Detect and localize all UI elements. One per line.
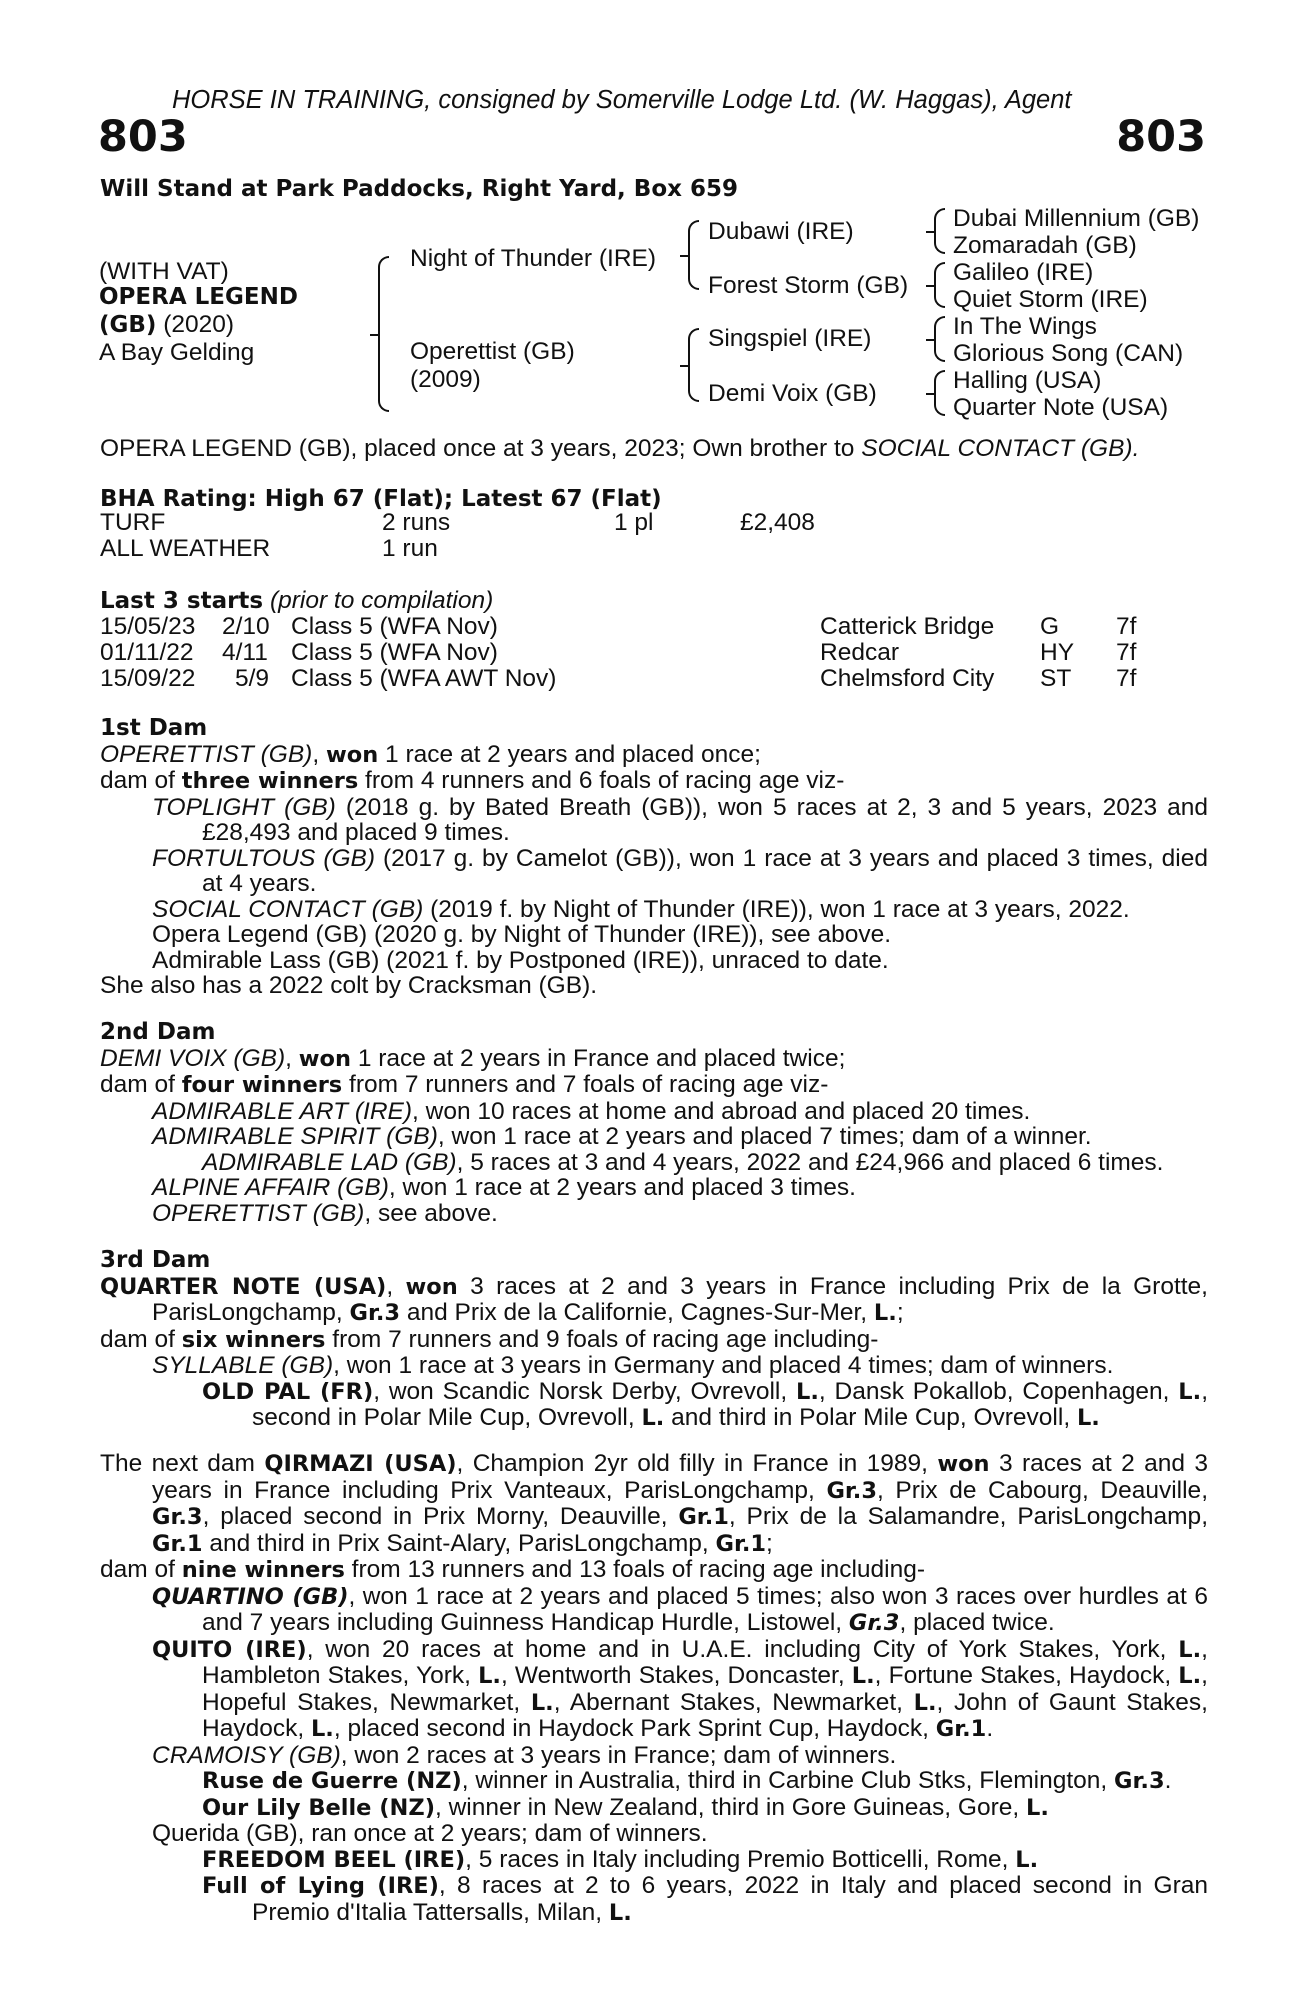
lot-number-left: 803 xyxy=(98,112,188,162)
horse-origin-year: (GB) (2020) xyxy=(99,311,235,338)
dam-sire: Singspiel (IRE) xyxy=(708,325,872,352)
produce-entry: Ruse de Guerre (NZ), winner in Australia, third in Carbine Club Stks, Flemington, Gr.3. xyxy=(202,1767,1172,1794)
produce-entry: Admirable Lass (GB) (2021 f. by Postponed (IRE)), unraced to date. xyxy=(152,946,889,974)
dam: Operettist (GB) xyxy=(410,338,575,365)
ggs-8: Quarter Note (USA) xyxy=(953,394,1169,421)
dam-record: DEMI VOIX (GB), won 1 race at 2 years in France and placed twice; xyxy=(100,1044,846,1072)
ggs-4: Quiet Storm (IRE) xyxy=(953,286,1148,313)
sire-dam: Forest Storm (GB) xyxy=(708,272,909,299)
ggs-1: Dubai Millennium (GB) xyxy=(953,205,1200,232)
vat-note: (WITH VAT) xyxy=(99,258,229,285)
sire-sire: Dubawi (IRE) xyxy=(708,218,854,245)
sire: Night of Thunder (IRE) xyxy=(410,245,657,272)
horse-name: OPERA LEGEND xyxy=(99,284,298,310)
produce-entry: QUITO (IRE), won 20 races at home and in U.A.E. including City of York Stakes, York, L., Hambleton Stakes, York, L., Wentworth Stakes, Doncaster, L., Fortune Stakes, Haydock, L., Hopeful Stakes, Newmarket, L., Abernant Stakes, Newmarket, L., John of Gaunt Stakes, Haydock, L., placed second in Haydock Park Sprint Cup, Haydock, Gr.1. xyxy=(152,1635,1208,1742)
dam-produce-summary: dam of three winners from 4 runners and 6 foals of racing age viz- xyxy=(100,767,845,794)
produce-entry: Full of Lying (IRE), 8 races at 2 to 6 years, 2022 in Italy and placed second in Gran Premio d'Italia Tattersalls, Milan, L. xyxy=(202,1872,1208,1926)
produce-entry: SOCIAL CONTACT (GB) (2019 f. by Night of Thunder (IRE)), won 1 race at 3 years, 2022. xyxy=(152,895,1130,923)
lot-number-right: 803 xyxy=(1116,112,1206,162)
section-heading: 1st Dam xyxy=(100,715,208,741)
dam-record: The next dam QIRMAZI (USA), Champion 2yr old filly in France in 1989, won 3 races at 2 and 3 years in France including Prix Vanteaux, ParisLongchamp, Gr.3, Prix de Cabourg, Deauville, Gr.3, placed second in Prix Morny, Deauville, Gr.1, Prix de la Salamandre, ParisLongchamp, Gr.1 and third in Prix Saint-Alary, ParisLongchamp, Gr.1; xyxy=(100,1450,1208,1557)
summary-line: OPERA LEGEND (GB), placed once at 3 years, 2023; Own brother to SOCIAL CONTACT (GB). xyxy=(100,435,1140,462)
produce-entry: QUARTINO (GB), won 1 race at 2 years and placed 5 times; also won 3 races over hurdles at 6 and 7 years including Guinness Handicap Hurdle, Listowel, Gr.3, placed twice. xyxy=(152,1582,1208,1636)
last-starts-title: Last 3 starts (prior to compilation) xyxy=(100,587,494,614)
produce-note: She also has a 2022 colt by Cracksman (GB). xyxy=(100,972,598,999)
produce-entry: ADMIRABLE SPIRIT (GB), won 1 race at 2 years and placed 7 times; dam of a winner. xyxy=(152,1123,1092,1150)
produce-entry: Opera Legend (GB) (2020 g. by Night of Thunder (IRE)), see above. xyxy=(152,921,892,948)
next-dam-section xyxy=(100,1451,1208,1926)
dam-year: (2009) xyxy=(410,366,481,393)
ggs-7: Halling (USA) xyxy=(953,367,1102,394)
horse-description: A Bay Gelding xyxy=(99,339,255,366)
produce-entry: ALPINE AFFAIR (GB), won 1 race at 2 years and placed 3 times. xyxy=(152,1174,856,1201)
produce-entry: OPERETTIST (GB), see above. xyxy=(152,1199,498,1227)
produce-entry: Our Lily Belle (NZ), winner in New Zealand, third in Gore Guineas, Gore, L. xyxy=(202,1793,1049,1821)
bha-rating: BHA Rating: High 67 (Flat); Latest 67 (Flat) xyxy=(100,486,662,512)
produce-entry: TOPLIGHT (GB) (2018 g. by Bated Breath (GB)), won 5 races at 2, 3 and 5 years, 2023 and £28,493 and placed 9 times. xyxy=(152,793,1208,846)
produce-entry: SYLLABLE (GB), won 1 race at 3 years in Germany and placed 4 times; dam of winners. xyxy=(152,1352,1114,1379)
dam-produce-summary: dam of four winners from 7 runners and 7 foals of racing age viz- xyxy=(100,1071,829,1098)
dam-dam: Demi Voix (GB) xyxy=(708,380,877,407)
ggs-6: Glorious Song (CAN) xyxy=(953,340,1184,367)
dam-record: QUARTER NOTE (USA), won 3 races at 2 and 3 years in France including Prix de la Grotte, ParisLongchamp, Gr.3 and Prix de la Californie, Cagnes-Sur-Mer, L.; xyxy=(100,1272,1208,1326)
produce-entry: FORTULTOUS (GB) (2017 g. by Camelot (GB)), won 1 race at 3 years and placed 3 times, died at 4 years. xyxy=(152,844,1208,897)
section-heading: 3rd Dam xyxy=(100,1247,211,1273)
produce-entry: ADMIRABLE LAD (GB), 5 races at 3 and 4 years, 2022 and £24,966 and placed 6 times. xyxy=(202,1148,1164,1176)
stable-location: Will Stand at Park Paddocks, Right Yard, Box 659 xyxy=(100,176,738,202)
produce-entry: Querida (GB), ran once at 2 years; dam of winners. xyxy=(152,1820,708,1847)
third-dam-section xyxy=(100,1248,1208,1432)
produce-entry: CRAMOISY (GB), won 2 races at 3 years in France; dam of winners. xyxy=(152,1741,897,1769)
section-heading: 2nd Dam xyxy=(100,1019,216,1045)
dam-record: OPERETTIST (GB), won 1 race at 2 years and placed once; xyxy=(100,740,761,768)
consignor-line: HORSE IN TRAINING, consigned by Somerville Lodge Ltd. (W. Haggas), Agent xyxy=(172,86,1072,114)
ggs-3: Galileo (IRE) xyxy=(953,259,1094,286)
produce-entry: FREEDOM BEEL (IRE), 5 races in Italy including Premio Botticelli, Rome, L. xyxy=(202,1845,1039,1873)
ggs-5: In The Wings xyxy=(953,313,1097,340)
produce-entry: OLD PAL (FR), won Scandic Norsk Derby, Ovrevoll, L., Dansk Pokallob, Copenhagen, L., second in Polar Mile Cup, Ovrevoll, L. and third in Polar Mile Cup, Ovrevoll, L. xyxy=(202,1377,1208,1431)
dam-produce-summary: dam of nine winners from 13 runners and 13 foals of racing age including- xyxy=(100,1556,926,1583)
ggs-2: Zomaradah (GB) xyxy=(953,232,1137,259)
second-dam-section xyxy=(100,1020,1208,1226)
produce-entry: ADMIRABLE ART (IRE), won 10 races at home and abroad and placed 20 times. xyxy=(152,1097,1031,1125)
first-dam-section xyxy=(100,716,1208,999)
dam-produce-summary: dam of six winners from 7 runners and 9 foals of racing age including- xyxy=(100,1325,879,1353)
